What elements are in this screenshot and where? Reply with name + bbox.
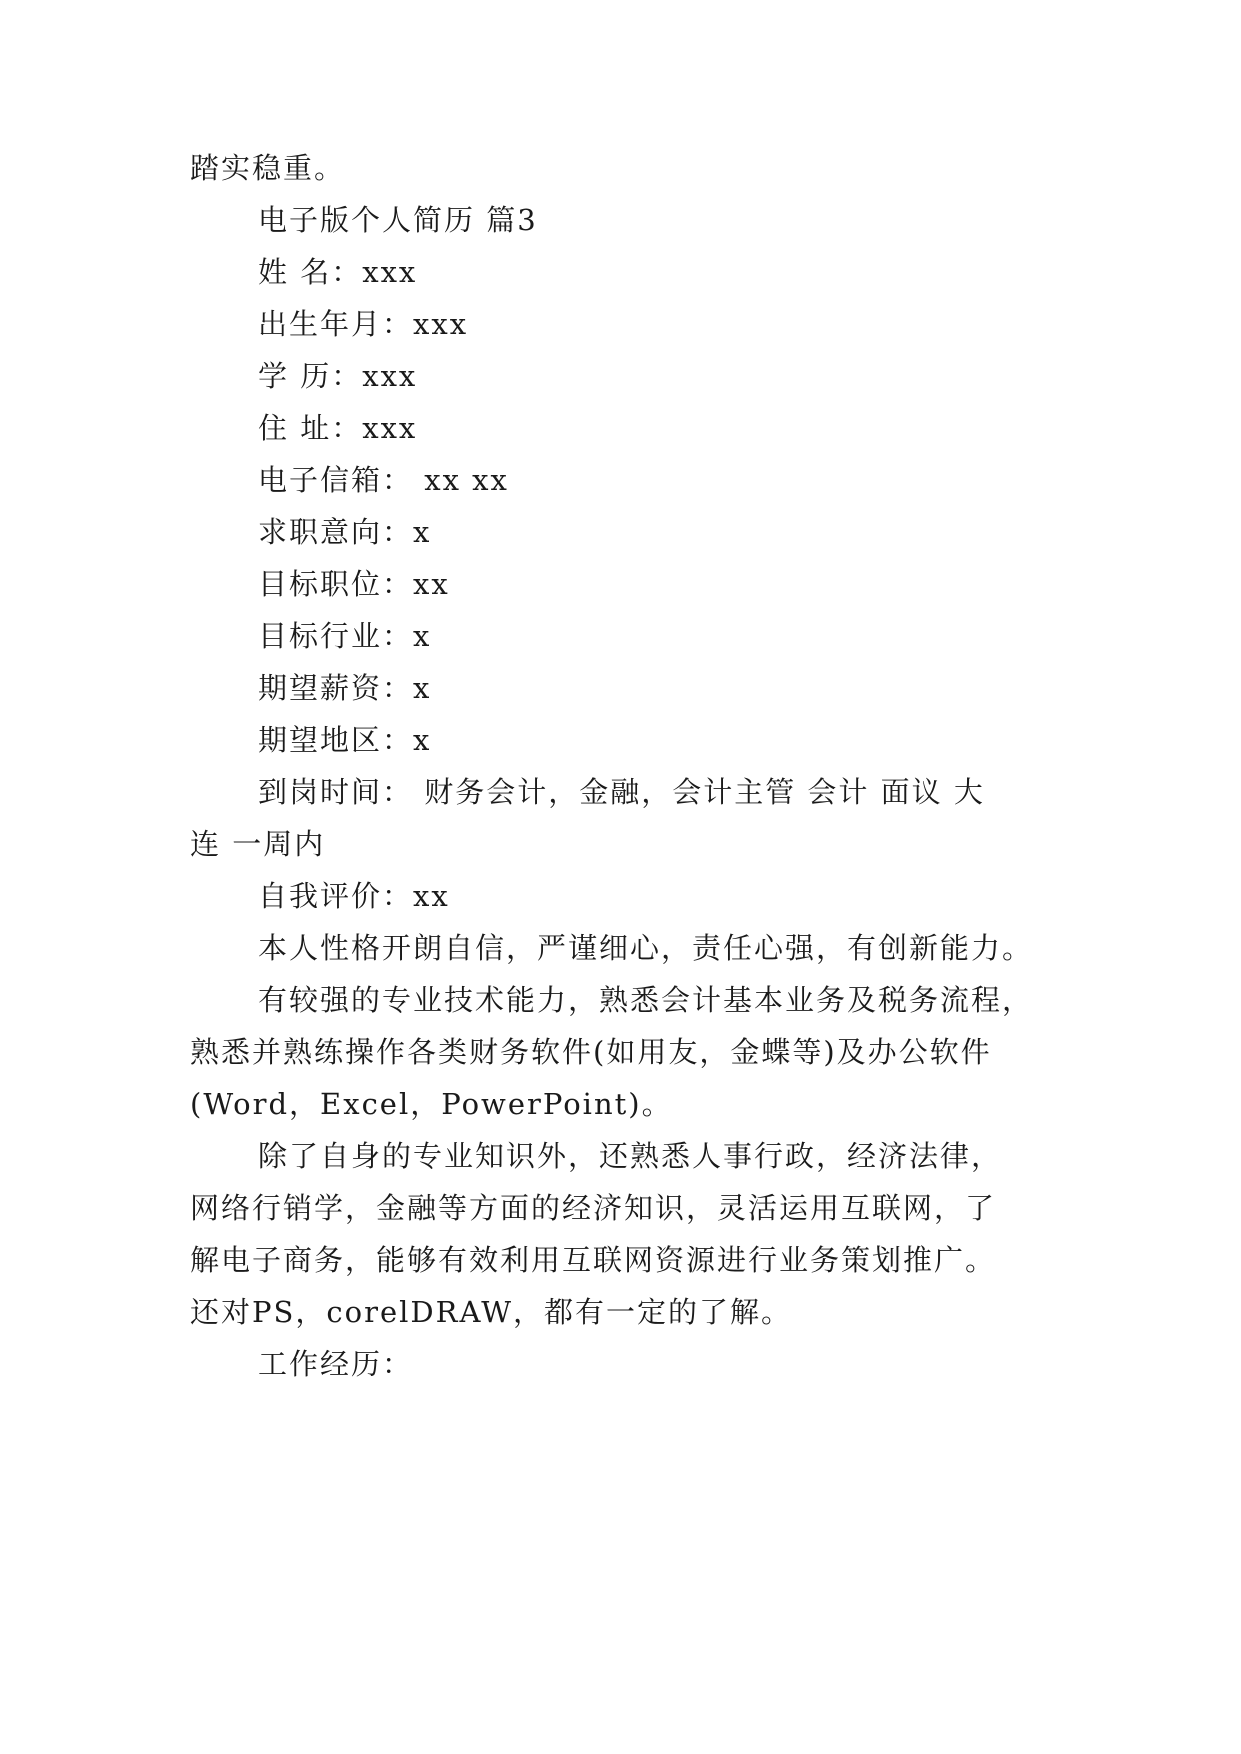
paragraph-line: 除了自身的专业知识外，还熟悉人事行政，经济法律， — [258, 1139, 1003, 1173]
text-line: 踏实稳重。 — [190, 151, 346, 185]
field-arrival-time: 到岗时间： 财务会计，金融，会计主管 会计 面议 大 — [258, 775, 985, 809]
paragraph-line: 还对PS，corelDRAW，都有一定的了解。 — [190, 1295, 793, 1329]
field-arrival-time-cont: 连 一周内 — [190, 827, 326, 861]
field-target-position: 目标职位：xx — [258, 567, 450, 601]
field-expected-salary: 期望薪资：x — [258, 671, 432, 705]
field-birth: 出生年月：xxx — [258, 307, 469, 341]
field-email: 电子信箱： xx xx — [258, 463, 509, 497]
paragraph-line: 熟悉并熟练操作各类财务软件(如用友，金蝶等)及办公软件 — [190, 1035, 992, 1069]
field-education: 学 历：xxx — [258, 359, 418, 393]
field-self-evaluation: 自我评价：xx — [258, 879, 450, 913]
paragraph-line: 解电子商务，能够有效利用互联网资源进行业务策划推广。 — [190, 1243, 997, 1277]
section-heading: 电子版个人简历 篇3 — [258, 203, 538, 237]
paragraph-line: 网络行销学，金融等方面的经济知识，灵活运用互联网，了 — [190, 1191, 997, 1225]
field-job-intention: 求职意向：x — [258, 515, 432, 549]
paragraph-line: (Word，Excel，PowerPoint)。 — [190, 1087, 673, 1121]
section-heading-work-experience: 工作经历： — [258, 1347, 414, 1381]
field-address: 住 址：xxx — [258, 411, 418, 445]
field-target-industry: 目标行业：x — [258, 619, 432, 653]
paragraph-line: 本人性格开朗自信，严谨细心，责任心强，有创新能力。 — [258, 931, 1034, 965]
paragraph-line: 有较强的专业技术能力，熟悉会计基本业务及税务流程， — [258, 983, 1034, 1017]
field-expected-region: 期望地区：x — [258, 723, 432, 757]
field-name: 姓 名：xxx — [258, 255, 418, 289]
